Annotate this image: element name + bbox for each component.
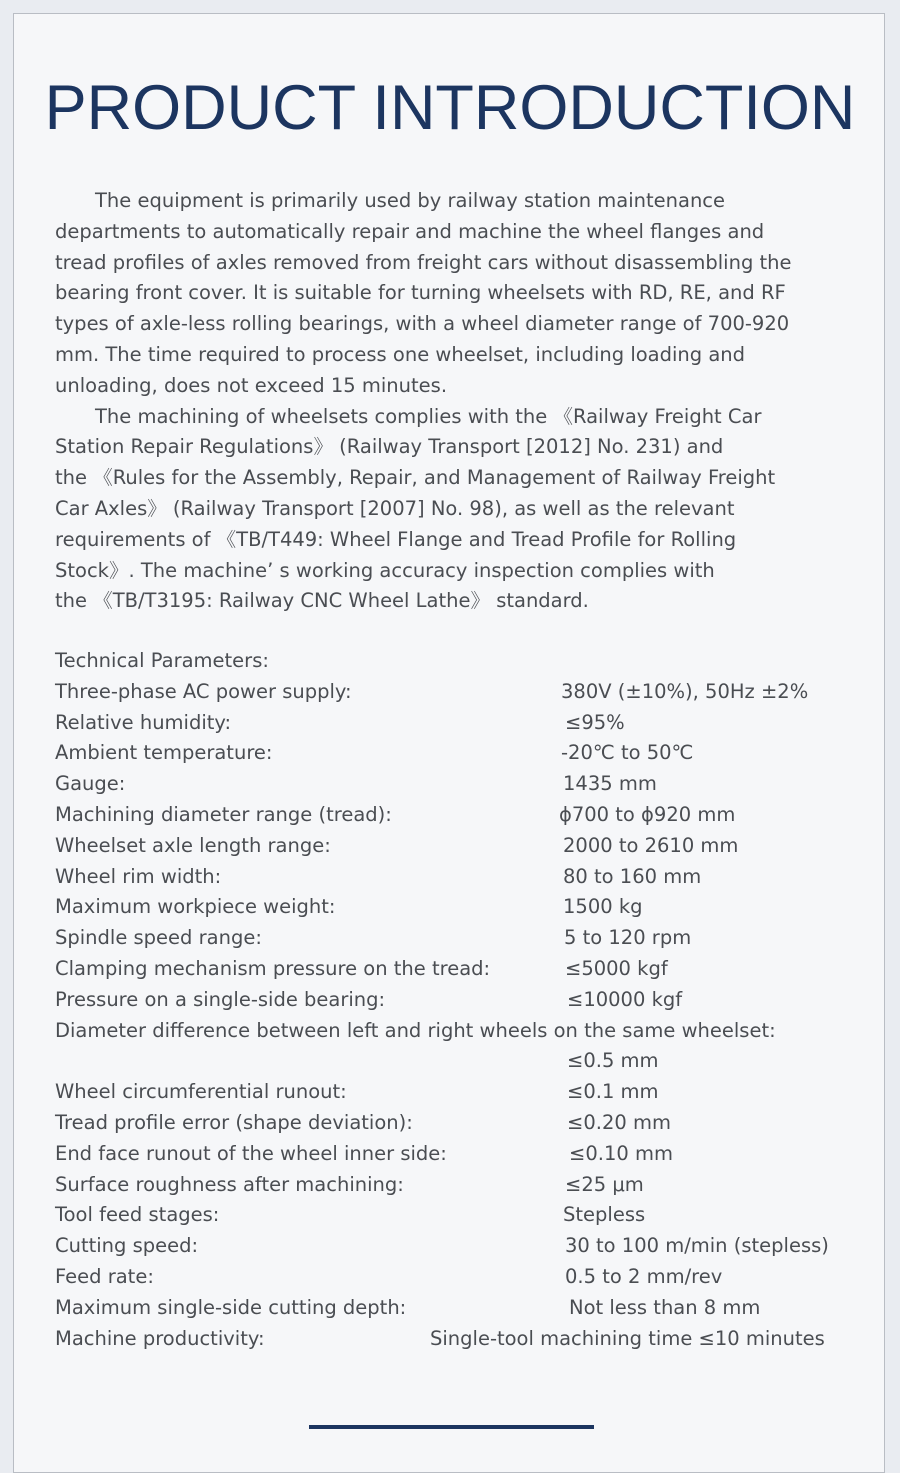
- text-line: types of axle-less rolling bearings, with a wheel diameter range of 700-920: [55, 312, 790, 336]
- text-line: the 《TB/T3195: Railway CNC Wheel Lathe》 standard.: [55, 589, 589, 613]
- parameter-row: [55, 738, 875, 769]
- text-line: mm. The time required to process one wheelset, including loading and: [55, 342, 746, 366]
- parameter-row: [55, 954, 875, 985]
- parameter-row: [55, 1262, 875, 1293]
- text-line: departments to automatically repair and machine the wheel flanges and: [55, 219, 765, 243]
- parameter-label: Wheelset axle length range:: [55, 833, 331, 857]
- parameters-list: [55, 677, 875, 1355]
- parameters-heading: Technical Parameters:: [55, 649, 269, 672]
- parameter-label: End face runout of the wheel inner side:: [55, 1141, 447, 1165]
- parameter-value: ≤5000 kgf: [565, 956, 668, 980]
- text-line: Stock》. The machine’ s working accuracy inspection complies with: [55, 558, 715, 582]
- parameter-label: Maximum single-side cutting depth:: [55, 1295, 407, 1319]
- parameter-value: 30 to 100 m/min (stepless): [565, 1234, 829, 1258]
- parameter-value: ≤0.10 mm: [569, 1141, 673, 1165]
- parameter-row: [55, 923, 875, 954]
- parameter-value: 380V (±10%), 50Hz ±2%: [561, 679, 809, 703]
- parameter-row: [55, 892, 875, 923]
- parameter-row: [55, 1108, 875, 1139]
- parameter-row: [55, 800, 875, 831]
- parameter-value: Not less than 8 mm: [569, 1295, 761, 1319]
- parameter-row: [55, 1293, 875, 1324]
- text-line: The equipment is primarily used by railway station maintenance: [95, 189, 726, 212]
- parameter-label: Tread profile error (shape deviation):: [55, 1110, 413, 1134]
- parameter-row: [55, 1016, 875, 1047]
- parameter-row: [55, 1200, 875, 1231]
- parameter-row: [55, 708, 875, 739]
- parameter-value: 2000 to 2610 mm: [563, 833, 739, 857]
- parameter-label: Ambient temperature:: [55, 741, 273, 765]
- parameter-row: [55, 1139, 875, 1170]
- parameters-heading-row: [55, 646, 875, 677]
- parameter-label: Wheel circumferential runout:: [55, 1080, 347, 1104]
- parameter-value: Single-tool machining time ≤10 minutes: [430, 1326, 825, 1350]
- text-line: Car Axles》 (Railway Transport [2007] No. 98), as well as the relevant: [55, 496, 735, 520]
- parameter-value: Stepless: [563, 1203, 646, 1227]
- document-page: [13, 13, 885, 1473]
- parameter-row: [55, 985, 875, 1016]
- parameter-label: Spindle speed range:: [55, 926, 262, 950]
- intro-text: [55, 186, 855, 617]
- bottom-accent-bar: [309, 1425, 594, 1429]
- parameter-label: Surface roughness after machining:: [55, 1172, 404, 1196]
- text-line: requirements of 《TB/T449: Wheel Flange and Tread Profile for Rolling: [55, 527, 737, 551]
- parameter-row: [55, 1077, 875, 1108]
- parameter-label: Maximum workpiece weight:: [55, 895, 336, 919]
- parameter-row: [55, 769, 875, 800]
- parameter-value: 80 to 160 mm: [563, 864, 702, 888]
- parameter-label: Three-phase AC power supply:: [55, 679, 352, 703]
- parameter-label: Relative humidity:: [55, 710, 232, 734]
- text-line: tread profiles of axles removed from freight cars without disassembling the: [55, 250, 792, 274]
- parameter-value: -20℃ to 50℃: [561, 741, 694, 765]
- parameter-value: 0.5 to 2 mm/rev: [565, 1264, 723, 1288]
- technical-parameters: [55, 646, 875, 1354]
- parameter-row: [55, 1231, 875, 1262]
- parameter-label: Machine productivity:: [55, 1326, 265, 1350]
- parameter-value: ≤0.1 mm: [567, 1080, 659, 1104]
- parameter-label: Pressure on a single-side bearing:: [55, 987, 386, 1011]
- parameter-value: 5 to 120 rpm: [564, 926, 692, 950]
- intro-paragraph-1: [55, 186, 855, 402]
- parameter-row: [55, 1324, 875, 1355]
- parameter-value: ≤0.20 mm: [567, 1110, 671, 1134]
- parameter-label: Feed rate:: [55, 1264, 154, 1288]
- parameter-label: Diameter difference between left and right wheels on the same wheelset:: [55, 1018, 776, 1042]
- parameter-value: 1500 kg: [563, 895, 643, 919]
- parameter-row: [55, 831, 875, 862]
- parameter-label: Tool feed stages:: [55, 1203, 220, 1227]
- text-line: the 《Rules for the Assembly, Repair, and Management of Railway Freight: [55, 466, 776, 490]
- parameter-row: [55, 1170, 875, 1201]
- text-line: unloading, does not exceed 15 minutes.: [55, 373, 448, 397]
- parameter-row: [55, 862, 875, 893]
- parameter-value: ≤25 μm: [565, 1172, 644, 1196]
- text-line: The machining of wheelsets complies with the 《Railway Freight Car: [95, 404, 762, 428]
- parameter-value: ≤95%: [565, 710, 625, 734]
- intro-paragraph-2: [55, 402, 855, 618]
- parameter-row: [55, 677, 875, 708]
- parameter-value: ≤10000 kgf: [567, 987, 683, 1011]
- parameter-label: Clamping mechanism pressure on the tread:: [55, 956, 491, 980]
- page-title: PRODUCT INTRODUCTION: [44, 73, 856, 143]
- parameter-value: ϕ700 to ϕ920 mm: [559, 802, 736, 826]
- parameter-label: Machining diameter range (tread):: [55, 802, 392, 826]
- text-line: Station Repair Regulations》 (Railway Transport [2012] No. 231) and: [55, 435, 724, 459]
- parameter-value: ≤0.5 mm: [567, 1049, 659, 1073]
- parameter-label: Cutting speed:: [55, 1234, 199, 1258]
- parameter-value: 1435 mm: [563, 772, 657, 796]
- parameter-label: Gauge:: [55, 772, 126, 796]
- parameter-label: Wheel rim width:: [55, 864, 222, 888]
- parameter-row: [55, 1046, 875, 1077]
- text-line: bearing front cover. It is suitable for turning wheelsets with RD, RE, and RF: [55, 281, 786, 305]
